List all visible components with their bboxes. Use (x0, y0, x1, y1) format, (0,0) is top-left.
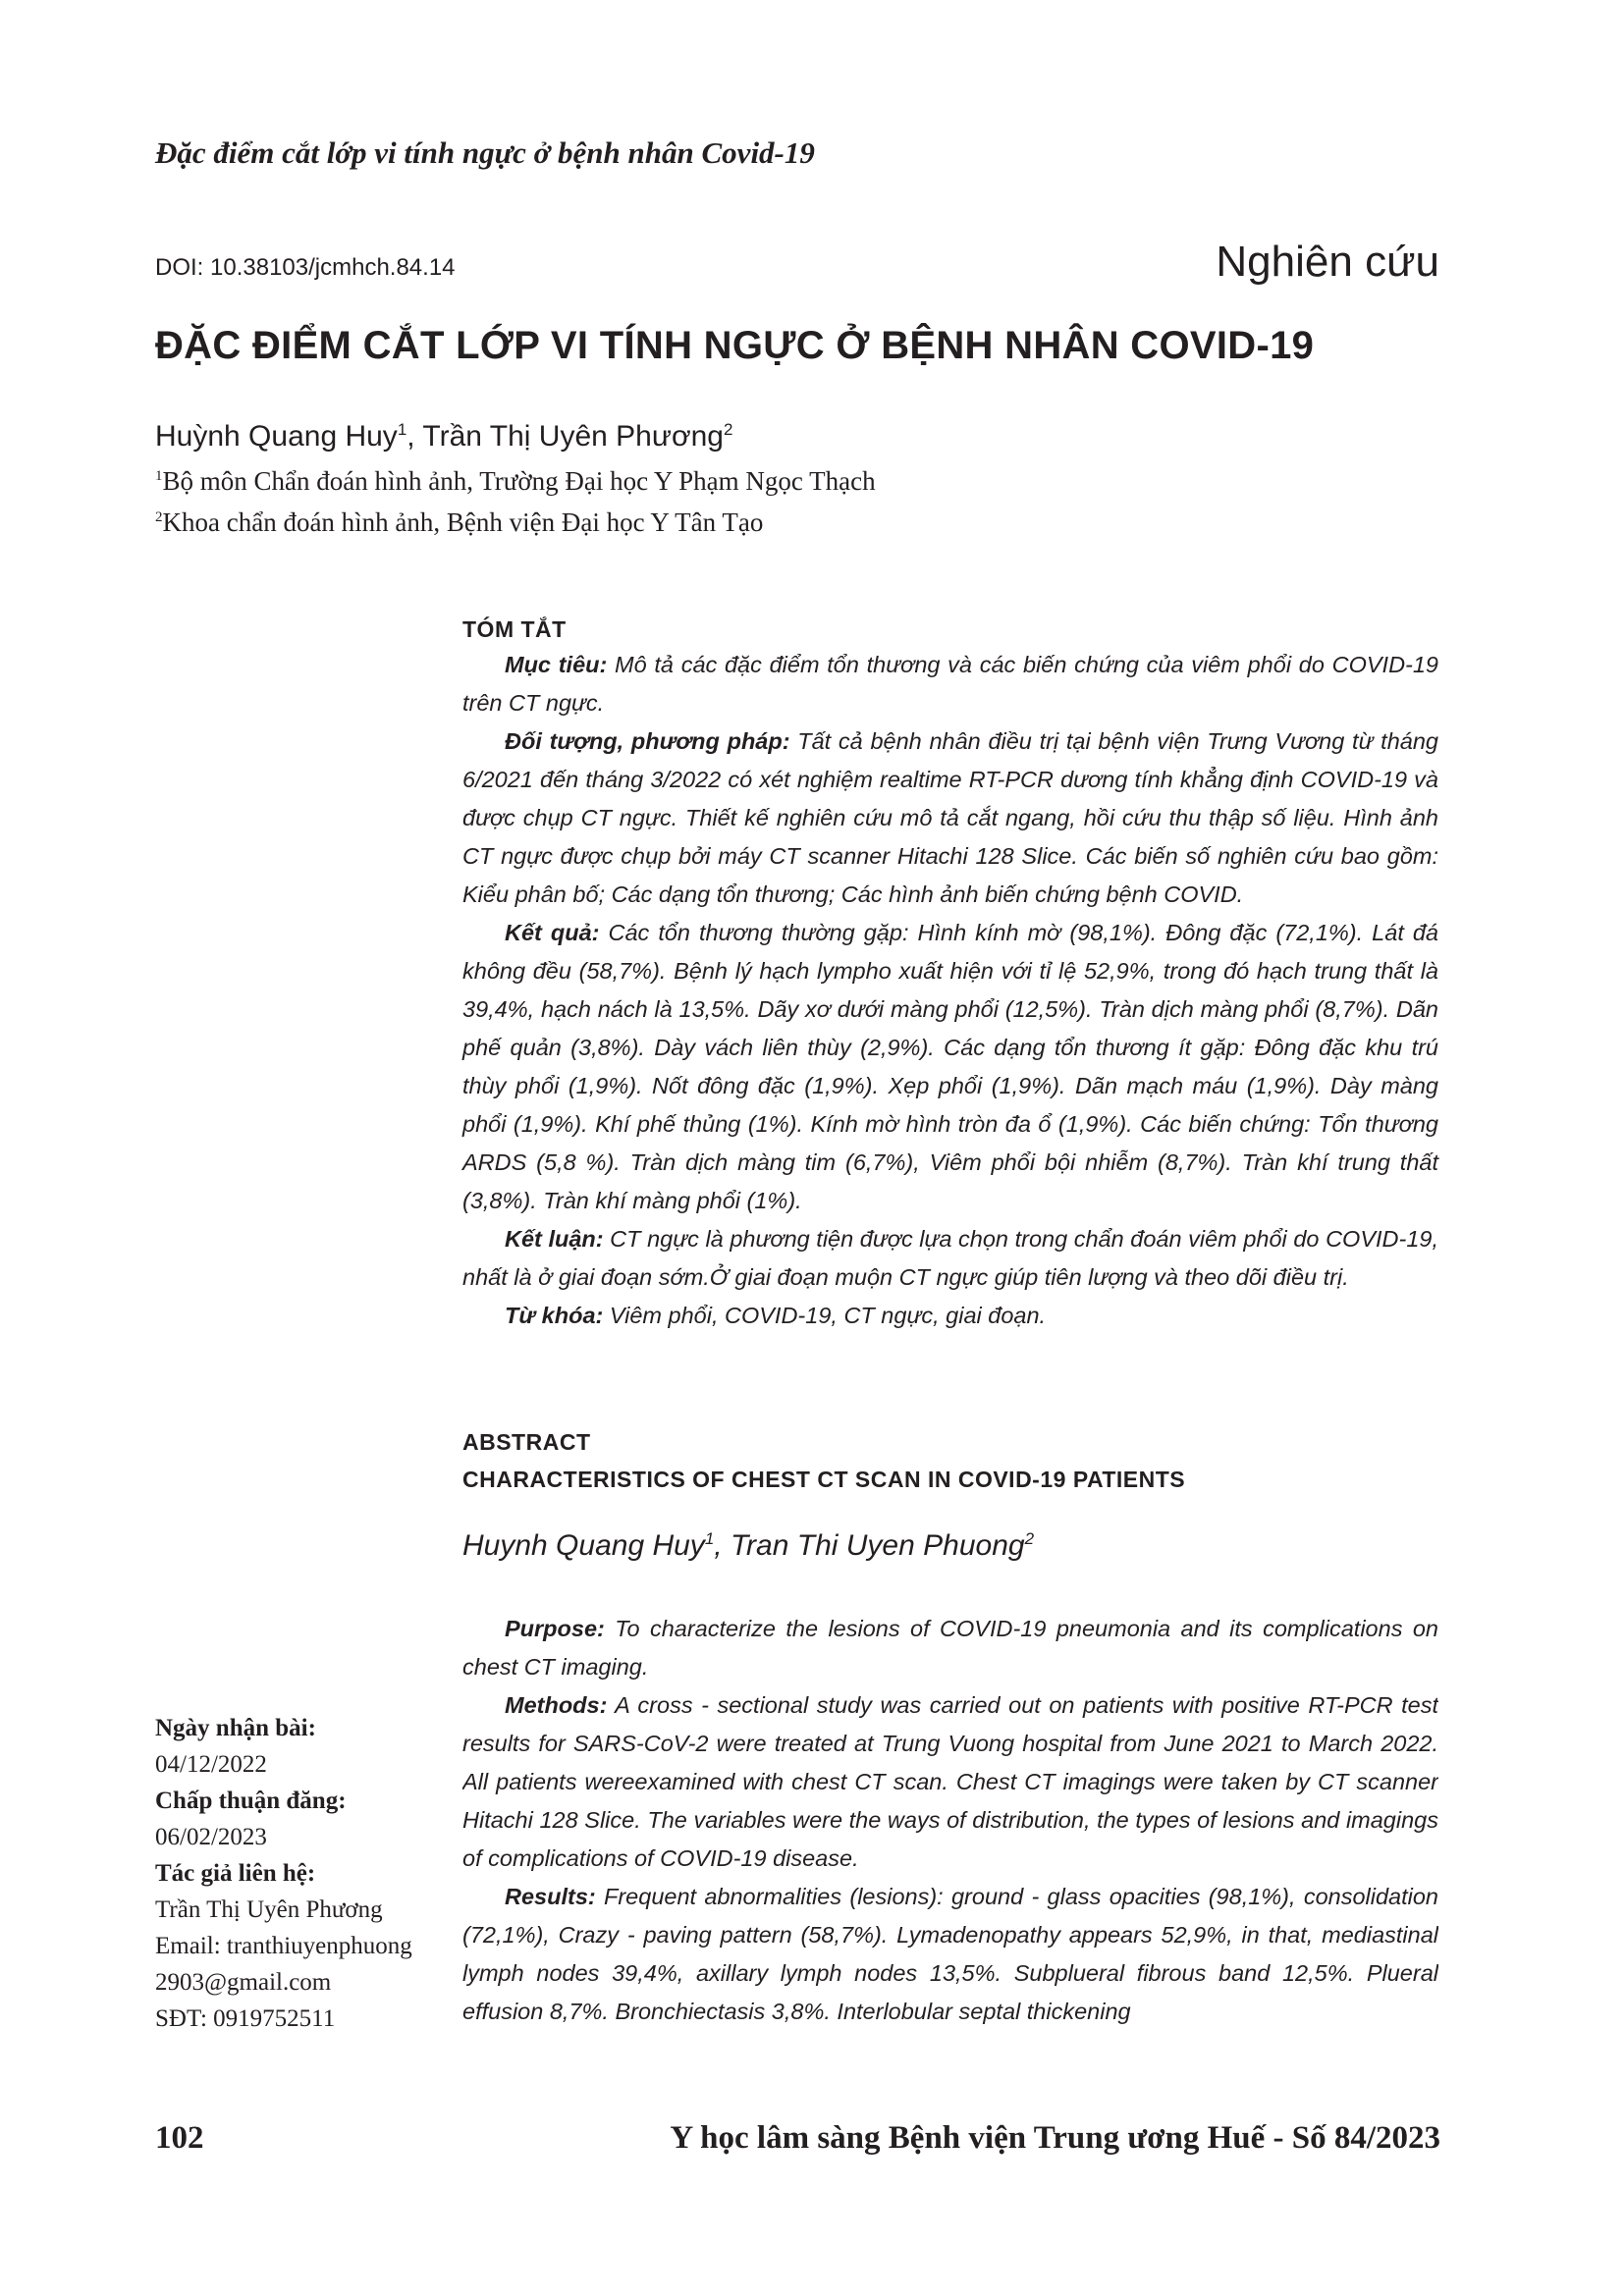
paragraph-text: A cross - sectional study was carried out on patients with positive RT-PCR test results for SARS-CoV-2 were treated at Trung Vuong hospital from June 2021 to March 2022. All patients wereexamined with chest CT scan. Chest CT imagings were taken by CT scanner Hitachi 128 Slice. The variables were the ways of distribution, the types of lesions and imagings of complications of COVID-19 disease. (462, 1692, 1438, 1871)
abstract-author-list (462, 1529, 1034, 1563)
accepted-date: 06/02/2023 (155, 1824, 267, 1850)
author-separator: , (406, 420, 423, 453)
abstract-paragraph (462, 1610, 1438, 1686)
abstract-heading-block (462, 1423, 1438, 1498)
author-name: Trần Thị Uyên Phương (422, 420, 724, 453)
author-name: Huỳnh Quang Huy (155, 420, 398, 453)
paragraph-text: Tất cả bệnh nhân điều trị tại bệnh viện Trưng Vương từ tháng 6/2021 đến tháng 3/2022 có xét nghiệm realtime RT-PCR dương tính khẳng định COVID-19 và được chụp CT ngực. Thiết kế nghiên cứu mô tả cắt ngang, hồi cứu thu thập số liệu. Hình ảnh CT ngực được chụp bởi máy CT scanner Hitachi 128 Slice. Các biến số nghiên cứu bao gồm: Kiểu phân bố; Các dạng tổn thương; Các hình ảnh biến chứng bệnh COVID. (462, 728, 1438, 907)
contact-phone: SĐT: 0919752511 (155, 2005, 336, 2032)
contact-label: Tác giả liên hệ: (155, 1860, 316, 1887)
author-separator: , (714, 1529, 731, 1562)
author-affiliation-mark: 1 (397, 420, 407, 439)
affiliation-mark: 2 (155, 509, 163, 525)
summary-paragraph (462, 646, 1438, 722)
paragraph-label: Từ khóa: (505, 1303, 604, 1328)
affiliation (155, 466, 876, 497)
section-label: Nghiên cứu (1216, 238, 1439, 286)
paragraph-text: Frequent abnormalities (lesions): ground - glass opacities (98,1%), consolidation (72,1%), Crazy - paving pattern (58,7%). Lymadenopathy appears 52,9%, in that, mediastinal lymph nodes 39,4%, axillary lymph nodes 13,5%. Subplueral fibrous band 12,5%. Plueral effusion 8,7%. Bronchiectasis 3,8%. Interlobular septal thickening (462, 1884, 1438, 2024)
contact-name: Trần Thị Uyên Phương (155, 1896, 383, 1923)
summary-paragraph (462, 1297, 1438, 1335)
contact-email-line: Email: tranthiuyenphuong (155, 1933, 412, 1959)
author-affiliation-mark: 2 (1024, 1529, 1035, 1548)
abstract-heading: ABSTRACT (462, 1429, 591, 1455)
affiliation-text: Khoa chẩn đoán hình ảnh, Bệnh viện Đại học Y Tân Tạo (162, 507, 764, 537)
abstract-title: CHARACTERISTICS OF CHEST CT SCAN IN COVID-19 PATIENTS (462, 1467, 1186, 1492)
paragraph-text: Các tổn thương thường gặp: Hình kính mờ (98,1%). Đông đặc (72,1%). Lát đá không đều (58,7%). Bệnh lý hạch lympho xuất hiện với tỉ lệ 52,9%, trong đó hạch trung thất là 39,4%, hạch nách là 13,5%. Dãy xơ dưới màng phổi (12,5%). Tràn dịch màng phổi (8,7%). Dãn phế quản (3,8%). Dày vách liên thùy (2,9%). Các dạng tổn thương ít gặp: Đông đặc khu trú thùy phổi (1,9%). Nốt đông đặc (1,9%). Xẹp phổi (1,9%). Dãn mạch máu (1,9%). Dày màng phổi (1,9%). Khí phế thủng (1%). Kính mờ hình tròn đa ổ (1,9%). Các biến chứng: Tổn thương ARDS (5,8 %). Tràn dịch màng tim (6,7%), Viêm phổi bội nhiễm (8,7%). Tràn khí trung thất (3,8%). Tràn khí màng phổi (1%). (462, 920, 1439, 1213)
paragraph-text: Viêm phổi, COVID-19, CT ngực, giai đoạn. (603, 1303, 1047, 1328)
affiliation-mark: 1 (155, 468, 163, 484)
journal-name: Y học lâm sàng Bệnh viện Trung ương Huế - Số 84/2023 (670, 2120, 1440, 2156)
abstract-paragraph (462, 1878, 1438, 2031)
author-affiliation-mark: 2 (723, 420, 733, 439)
accepted-label: Chấp thuận đăng: (155, 1788, 347, 1814)
abstract-paragraph (462, 1686, 1438, 1878)
received-label: Ngày nhận bài: (155, 1715, 316, 1741)
paragraph-label: Purpose: (505, 1616, 605, 1641)
paragraph-label: Đối tượng, phương pháp: (505, 728, 790, 754)
doi: DOI: 10.38103/jcmhch.84.14 (155, 254, 456, 281)
author-name: Tran Thi Uyen Phuong (730, 1529, 1025, 1562)
paragraph-label: Kết luận: (505, 1226, 604, 1252)
summary-heading: TÓM TẮT (462, 616, 567, 642)
affiliation (155, 507, 763, 538)
paragraph-text: CT ngực là phương tiện được lựa chọn trong chẩn đoán viêm phổi do COVID-19, nhất là ở giai đoạn sớm.Ở giai đoạn muộn CT ngực giúp tiên lượng và theo dõi điều trị. (462, 1226, 1438, 1290)
author-affiliation-mark: 1 (704, 1529, 715, 1548)
running-header: Đặc điểm cắt lớp vi tính ngực ở bệnh nhân Covid-19 (155, 135, 815, 170)
abstract-body (462, 1610, 1438, 2081)
received-date: 04/12/2022 (155, 1751, 267, 1778)
page-number: 102 (155, 2120, 204, 2156)
paragraph-text: Mô tả các đặc điểm tổn thương và các biến chứng của viêm phổi do COVID-19 trên CT ngực. (462, 652, 1438, 716)
paragraph-label: Kết quả: (505, 920, 600, 945)
paragraph-text: To characterize the lesions of COVID-19 pneumonia and its complications on chest CT imaging. (462, 1616, 1438, 1680)
author-name: Huynh Quang Huy (462, 1529, 705, 1562)
paragraph-label: Methods: (505, 1692, 608, 1718)
summary-body (462, 646, 1438, 1335)
paragraph-label: Mục tiêu: (505, 652, 608, 677)
summary-paragraph (462, 1220, 1438, 1297)
affiliation-text: Bộ môn Chẩn đoán hình ảnh, Trường Đại học Y Phạm Ngọc Thạch (162, 466, 876, 496)
article-info-sidebar (155, 1710, 412, 2037)
author-list (155, 420, 732, 454)
paragraph-label: Results: (505, 1884, 596, 1909)
article-title: ĐẶC ĐIỂM CẮT LỚP VI TÍNH NGỰC Ở BỆNH NHÂN COVID-19 (155, 324, 1315, 367)
contact-email-line: 2903@gmail.com (155, 1969, 332, 1996)
summary-paragraph (462, 914, 1438, 1220)
summary-paragraph (462, 722, 1438, 914)
